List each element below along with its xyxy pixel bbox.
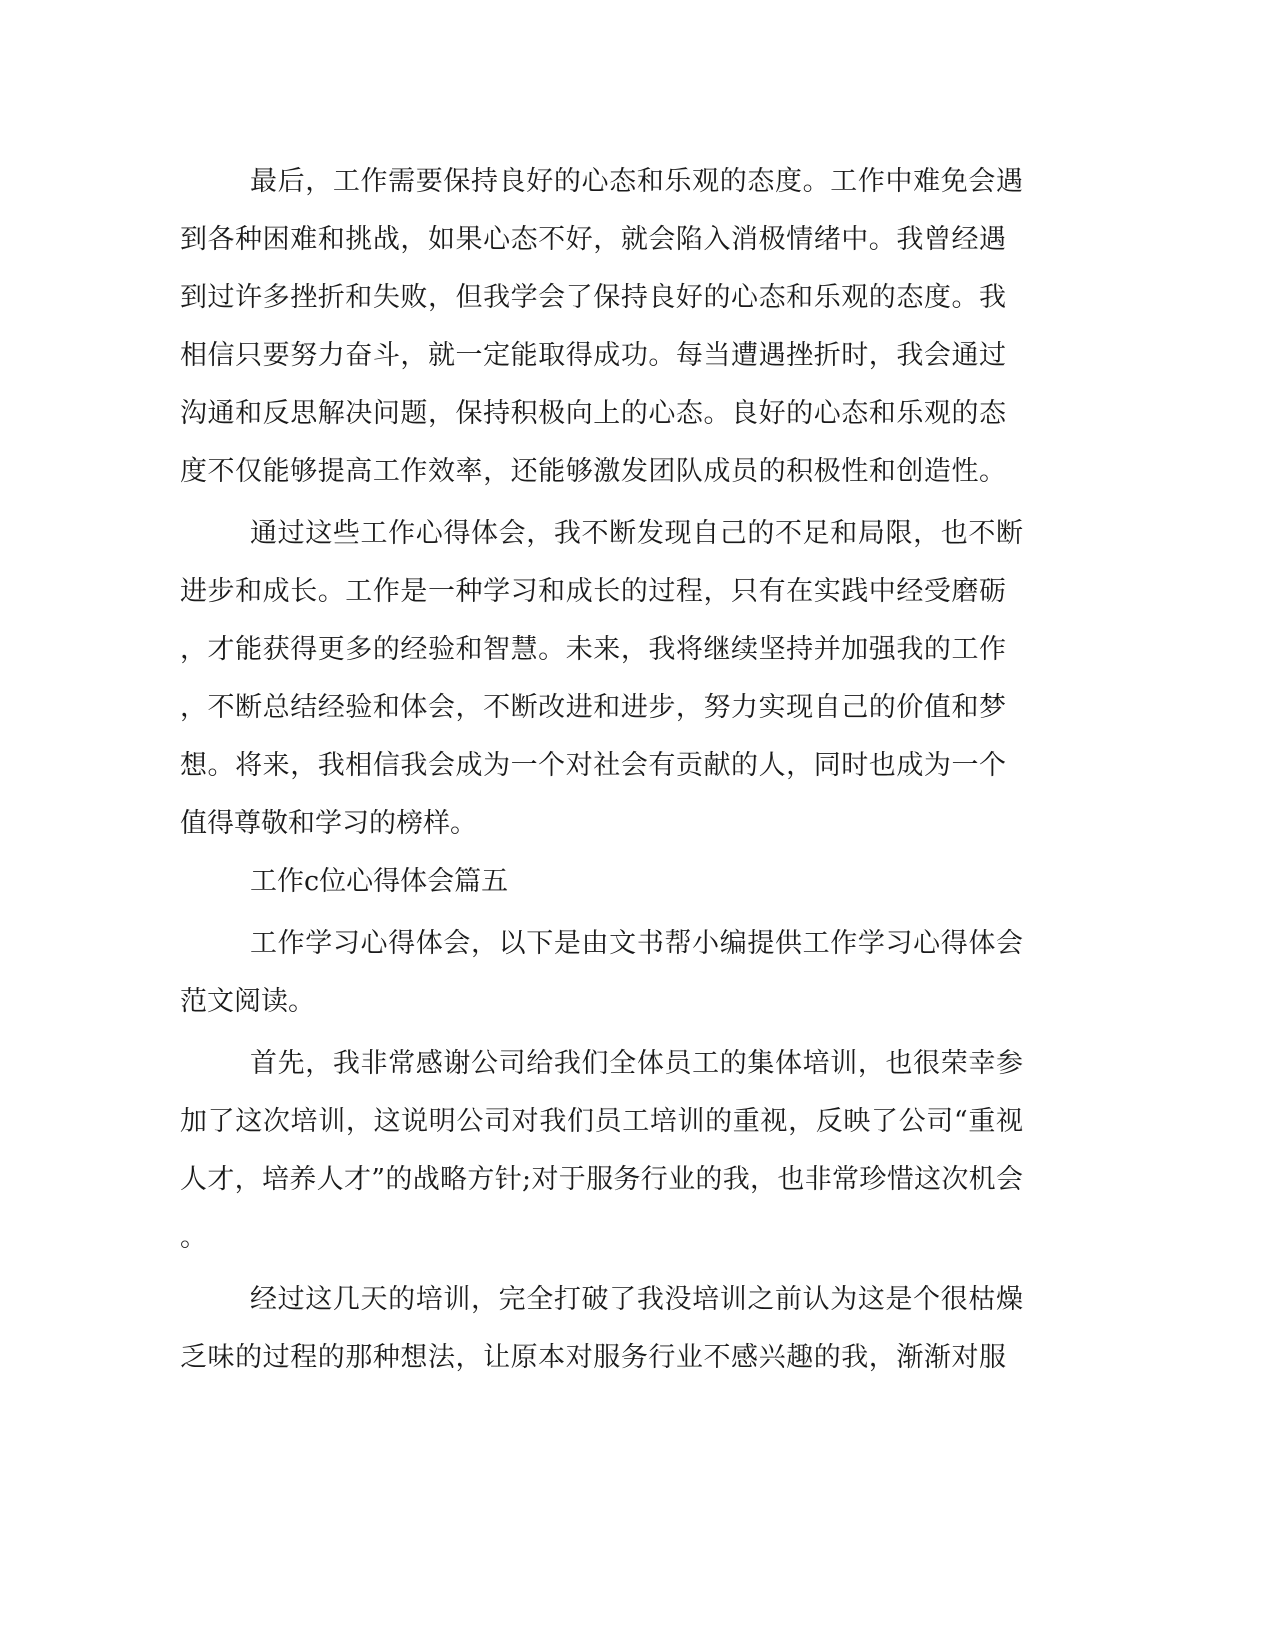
paragraph-line: 度不仅能够提高工作效率，还能够激发团队成员的积极性和创造性。	[180, 456, 1006, 487]
paragraph-line: 工作学习心得体会，以下是由文书帮小编提供工作学习心得体会	[250, 928, 1023, 959]
paragraph-line: 通过这些工作心得体会，我不断发现自己的不足和局限，也不断	[250, 518, 1023, 549]
paragraph-line: 。	[180, 1222, 207, 1253]
paragraph-line: 加了这次培训，这说明公司对我们员工培训的重视，反映了公司“重视	[180, 1106, 1023, 1137]
paragraph-line: 相信只要努力奋斗，就一定能取得成功。每当遭遇挫折时，我会通过	[180, 340, 1006, 371]
paragraph-line: 进步和成长。工作是一种学习和成长的过程，只有在实践中经受磨砺	[180, 576, 1006, 607]
paragraph-line: 想。将来，我相信我会成为一个对社会有贡献的人，同时也成为一个	[180, 750, 1006, 781]
paragraph-line: 值得尊敬和学习的榜样。	[180, 808, 477, 839]
paragraph-line: 经过这几天的培训，完全打破了我没培训之前认为这是个很枯燥	[250, 1284, 1023, 1315]
paragraph-line: 乏味的过程的那种想法，让原本对服务行业不感兴趣的我，渐渐对服	[180, 1342, 1006, 1373]
paragraph-line: 最后，工作需要保持良好的心态和乐观的态度。工作中难免会遇	[250, 166, 1023, 197]
paragraph-line: 到各种困难和挑战，如果心态不好，就会陷入消极情绪中。我曾经遇	[180, 224, 1006, 255]
paragraph-line: ，才能获得更多的经验和智慧。未来，我将继续坚持并加强我的工作	[180, 634, 1006, 665]
section-heading: 工作c位心得体会篇五	[250, 866, 509, 897]
paragraph-line: ，不断总结经验和体会，不断改进和进步，努力实现自己的价值和梦	[180, 692, 1006, 723]
paragraph-line: 沟通和反思解决问题，保持积极向上的心态。良好的心态和乐观的态	[180, 398, 1006, 429]
paragraph-line: 首先，我非常感谢公司给我们全体员工的集体培训，也很荣幸参	[250, 1048, 1023, 1079]
paragraph-line: 范文阅读。	[180, 986, 315, 1017]
paragraph-line: 到过许多挫折和失败，但我学会了保持良好的心态和乐观的态度。我	[180, 282, 1006, 313]
paragraph-line: 人才，培养人才”的战略方针;对于服务行业的我，也非常珍惜这次机会	[180, 1164, 1023, 1195]
